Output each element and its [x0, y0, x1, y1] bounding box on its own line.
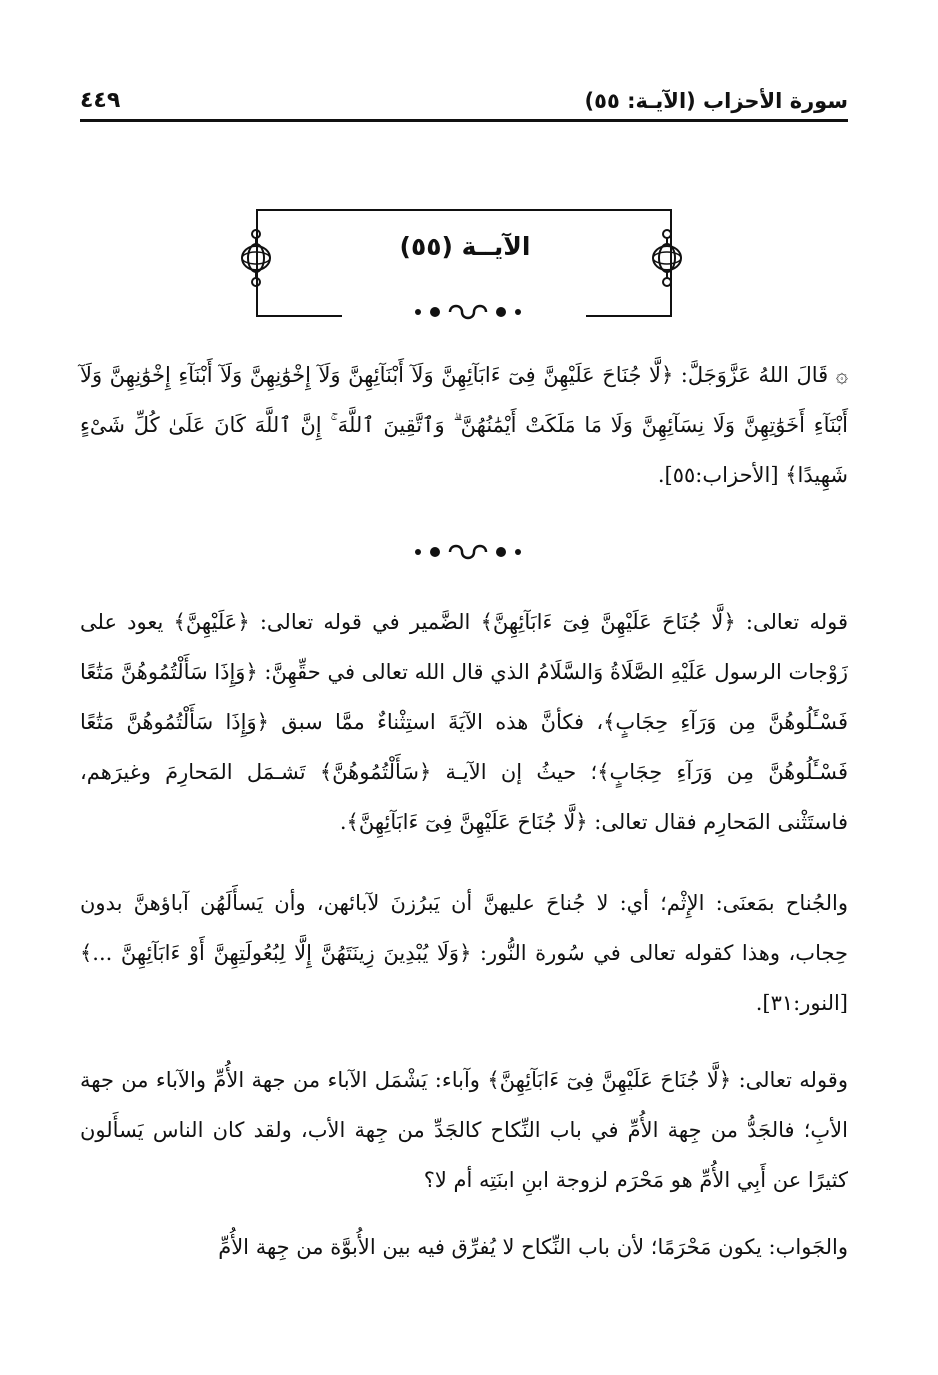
quran-quote: ۞ قَالَ اللهُ عَزَّوَجَلَّ: ﴿لَّا جُنَاحَ عَلَيْهِنَّ فِىٓ ءَابَآئِهِنَّ وَلَآ أَبْنَآئِهِنَّ وَلَآ إِخْوَٰنِهِنَّ وَلَآ أَبْنَآءِ إِخْوَٰنِهِنَّ وَلَآ أَبْنَآءِ أَخَوَٰتِهِنَّ وَلَا نِسَآئِهِنَّ وَلَا مَا مَلَكَتْ أَيْمَٰنُهُنَّ ۗ وَٱتَّقِينَ ٱللَّهَ ۚ إِنَّ ٱللَّهَ كَانَ عَلَىٰ كُلِّ شَىْءٍ شَهِيدًا﴾ [الأحزاب:٥٥]. [80, 363, 849, 487]
knot-ornament-icon [650, 228, 684, 288]
paragraph-text: والجُناح بمَعنَى: الإِثْم؛ أي: لا جُناحَ عليهنَّ أن يَبرُزنَ لآبائهن، وأن يَسأَلَهُن آباؤهنَّ بدون حِجاب، وهذا كقوله تعالى في سُورة النُّور: ﴿وَلَا يُبْدِينَ زِينَتَهُنَّ إِلَّا لِبُعُولَتِهِنَّ أَوْ ءَابَآئِهِنَّ ...﴾ [النور:٣١]. [80, 891, 848, 1015]
paragraph-text: والجَواب: يكون مَحْرَمًا؛ لأن باب النِّكاح لا يُفرِّق فيه بين الأُبوَّة من جِهة الأُمِّ [218, 1235, 848, 1259]
page-number: ٤٤٩ [80, 88, 121, 113]
ornament-divider-icon [408, 540, 528, 564]
knot-ornament-icon [239, 228, 273, 288]
running-title: سورة الأحزاب (الآيـة: ٥٥) [584, 89, 848, 113]
commentary-paragraph [80, 597, 848, 847]
paragraph-text: وقوله تعالى: ﴿لَّا جُنَاحَ عَلَيْهِنَّ فِىٓ ءَابَآئِهِنَّ﴾ وآباء: يَشْمَل الآباء من جهة الأُمِّ والآباء من جهة الأبِ؛ فالجَدُّ من جِهة الأُمِّ في باب النِّكاح كالجَدِّ من جِهة الأب، ولقد كان الناس يَسأَلون كثيرًا عن أَبِي الأُمِّ هو مَحْرَم لزوجة ابنِ ابنَتِه أم لا؟ [80, 1068, 848, 1192]
ayah-heading: الآيــة (٥٥) [399, 232, 531, 261]
ornament-divider-icon [408, 300, 528, 324]
quran-quote-block [80, 350, 848, 500]
commentary-paragraph [80, 1222, 848, 1272]
commentary-paragraph [80, 1055, 848, 1205]
commentary-paragraph [80, 878, 848, 1028]
page-header [80, 84, 848, 122]
paragraph-text: قوله تعالى: ﴿لَّا جُنَاحَ عَلَيْهِنَّ فِىٓ ءَابَآئِهِنَّ﴾ الضَّمير في قوله تعالى: ﴿عَلَيْهِنَّ﴾ يعود على زَوْجات الرسول عَلَيْهِ الصَّلَاةُ وَالسَّلَامُ الذي قال الله تعالى في حقِّهِنَّ: ﴿وَإِذَا سَأَلْتُمُوهُنَّ مَتَٰعًا فَسْـَٔلُوهُنَّ مِن وَرَآءِ حِجَابٍ﴾، فكأنَّ هذه الآيَةَ استِثْناءٌ ممَّا سبق ﴿وَإِذَا سَأَلْتُمُوهُنَّ مَتَٰعًا فَسْـَٔلُوهُنَّ مِن وَرَآءِ حِجَابٍ﴾؛ حيثُ إن الآيـة ﴿سَأَلْتُمُوهُنَّ﴾ تَشـمَل المَحارِمَ وغيرَهم، فاستَثْنى المَحارِم فقال تعالى: ﴿لَّا جُنَاحَ عَلَيْهِنَّ فِىٓ ءَابَآئِهِنَّ﴾. [80, 610, 848, 834]
